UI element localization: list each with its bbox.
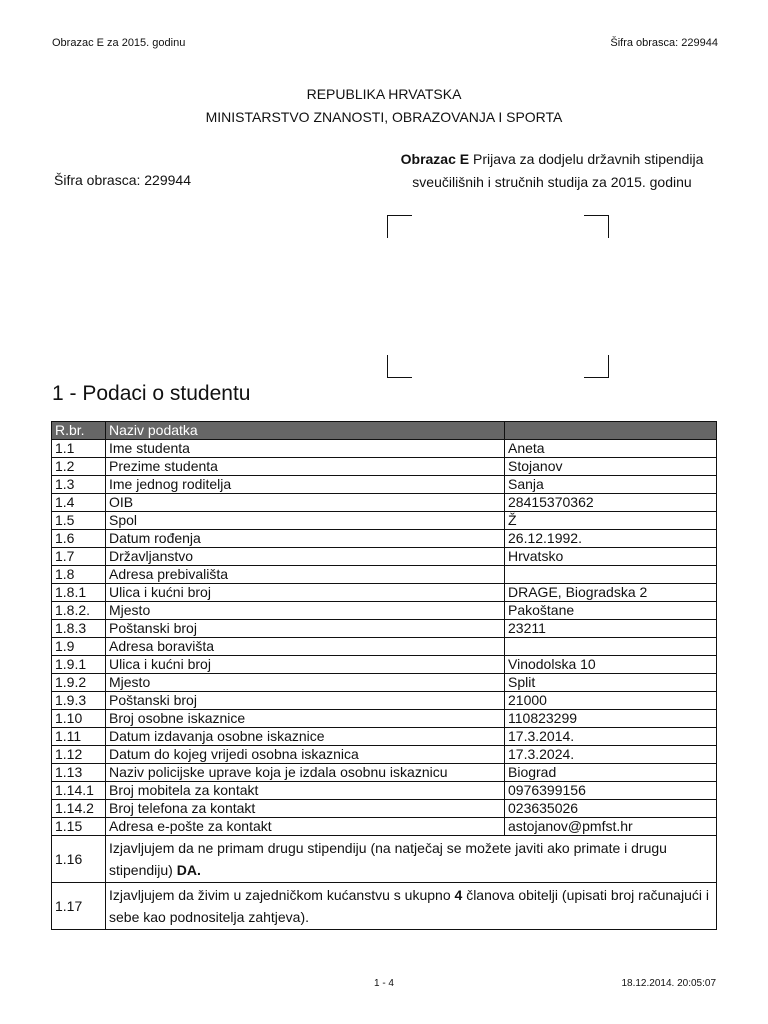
row-value: Hrvatsko <box>505 548 717 566</box>
row-value: astojanov@pmfst.hr <box>505 818 717 836</box>
row-number: 1.16 <box>52 836 106 883</box>
row-label: Adresa prebivališta <box>106 566 505 584</box>
table-row <box>52 692 717 710</box>
statement-text-before: Izjavljujem da živim u zajedničkom kućanstvu s ukupno <box>109 887 451 903</box>
row-number: 1.9.1 <box>52 656 106 674</box>
row-number: 1.11 <box>52 728 106 746</box>
header-form-year: Obrazac E za 2015. godinu <box>52 37 186 49</box>
table-row <box>52 620 717 638</box>
table-row <box>52 782 717 800</box>
republic-title: REPUBLIKA HRVATSKA <box>306 86 462 102</box>
table-row <box>52 746 717 764</box>
table-row <box>52 584 717 602</box>
table-row <box>52 764 717 782</box>
row-value: Pakoštane <box>505 602 717 620</box>
table-row-1-16 <box>52 836 717 883</box>
row-number: 1.7 <box>52 548 106 566</box>
row-label: Ulica i kućni broj <box>106 584 505 602</box>
form-title <box>397 148 707 194</box>
row-number: 1.13 <box>52 764 106 782</box>
row-number: 1.1 <box>52 440 106 458</box>
table-row <box>52 728 717 746</box>
row-label: Prezime studenta <box>106 458 505 476</box>
row-label: Adresa boravišta <box>106 638 505 656</box>
row-label: Državljanstvo <box>106 548 505 566</box>
row-number: 1.14.1 <box>52 782 106 800</box>
header-naziv: Naziv podatka <box>106 422 505 440</box>
row-number: 1.2 <box>52 458 106 476</box>
table-row <box>52 440 717 458</box>
row-label: Datum rođenja <box>106 530 505 548</box>
row-value <box>505 638 717 656</box>
row-label: Ulica i kućni broj <box>106 656 505 674</box>
row-value: Aneta <box>505 440 717 458</box>
row-number: 1.9.2 <box>52 674 106 692</box>
section-title: 1 - Podaci o studentu <box>52 382 251 405</box>
table-header-row <box>52 422 717 440</box>
statement-text: Izjavljujem da ne primam drugu stipendiju (na natječaj se možete javiti ako primate i drugu stipendiju) <box>109 840 667 878</box>
table-row <box>52 602 717 620</box>
table-row <box>52 512 717 530</box>
household-count: 4 <box>454 887 463 903</box>
row-value <box>505 566 717 584</box>
row-value: Split <box>505 674 717 692</box>
ministry-title: MINISTARSTVO ZNANOSTI, OBRAZOVANJA I SPORTA <box>205 109 563 125</box>
stamp-corner-top-right <box>584 215 609 238</box>
row-value: 023635026 <box>505 800 717 818</box>
row-value: Biograd <box>505 764 717 782</box>
row-label: Broj mobitela za kontakt <box>106 782 505 800</box>
row-value: 23211 <box>505 620 717 638</box>
row-value: Sanja <box>505 476 717 494</box>
row-value: 0976399156 <box>505 782 717 800</box>
row-number: 1.8 <box>52 566 106 584</box>
form-code-label: Šifra obrasca: 229944 <box>54 172 191 188</box>
row-statement <box>106 836 717 883</box>
form-title-text: Prijava za dodjelu državnih stipendija sveučilišnih i stručnih studija za 2015. godinu <box>412 151 704 190</box>
row-number: 1.10 <box>52 710 106 728</box>
student-data-table <box>51 421 717 930</box>
table-row-1-17 <box>52 883 717 930</box>
row-number: 1.4 <box>52 494 106 512</box>
row-number: 1.8.3 <box>52 620 106 638</box>
table-row <box>52 800 717 818</box>
statement-answer: DA. <box>176 862 201 878</box>
table-row <box>52 548 717 566</box>
row-label: Poštanski broj <box>106 620 505 638</box>
row-value: DRAGE, Biogradska 2 <box>505 584 717 602</box>
table-row <box>52 494 717 512</box>
row-number: 1.8.2. <box>52 602 106 620</box>
table-row <box>52 818 717 836</box>
statement-text-after: članova obitelji (upisati broj računajući i sebe kao podnositelja zahtjeva). <box>109 887 709 925</box>
row-value: 17.3.2014. <box>505 728 717 746</box>
row-value: Stojanov <box>505 458 717 476</box>
header-value <box>505 422 717 440</box>
row-value: Ž <box>505 512 717 530</box>
row-label: Broj osobne iskaznice <box>106 710 505 728</box>
row-number: 1.14.2 <box>52 800 106 818</box>
form-title-bold: Obrazac E <box>400 151 470 167</box>
row-label: Mjesto <box>106 674 505 692</box>
row-number: 1.9.3 <box>52 692 106 710</box>
row-value: 28415370362 <box>505 494 717 512</box>
table-row <box>52 674 717 692</box>
row-value: 21000 <box>505 692 717 710</box>
table-row <box>52 656 717 674</box>
table-row <box>52 710 717 728</box>
stamp-corner-bottom-left <box>387 355 412 378</box>
page-number: 1 - 4 <box>373 978 394 989</box>
table-row <box>52 458 717 476</box>
row-value: 17.3.2024. <box>505 746 717 764</box>
row-label: Spol <box>106 512 505 530</box>
row-label: OIB <box>106 494 505 512</box>
row-label: Datum izdavanja osobne iskaznice <box>106 728 505 746</box>
table-row <box>52 566 717 584</box>
row-label: Ime studenta <box>106 440 505 458</box>
row-number: 1.12 <box>52 746 106 764</box>
header-rbr: R.br. <box>52 422 106 440</box>
row-number: 1.15 <box>52 818 106 836</box>
row-value: 110823299 <box>505 710 717 728</box>
stamp-corner-top-left <box>387 215 412 238</box>
table-row <box>52 476 717 494</box>
stamp-corner-bottom-right <box>584 355 609 378</box>
row-number: 1.6 <box>52 530 106 548</box>
row-label: Broj telefona za kontakt <box>106 800 505 818</box>
row-label: Adresa e-pošte za kontakt <box>106 818 505 836</box>
row-label: Mjesto <box>106 602 505 620</box>
row-label: Ime jednog roditelja <box>106 476 505 494</box>
row-number: 1.3 <box>52 476 106 494</box>
row-number: 1.17 <box>52 883 106 930</box>
header-form-code: Šifra obrasca: 229944 <box>610 37 718 49</box>
table-row <box>52 530 717 548</box>
row-number: 1.5 <box>52 512 106 530</box>
table-row <box>52 638 717 656</box>
row-label: Poštanski broj <box>106 692 505 710</box>
row-number: 1.9 <box>52 638 106 656</box>
footer-timestamp: 18.12.2014. 20:05:07 <box>621 978 716 989</box>
row-value: 26.12.1992. <box>505 530 717 548</box>
row-number: 1.8.1 <box>52 584 106 602</box>
row-label: Naziv policijske uprave koja je izdala osobnu iskaznicu <box>106 764 505 782</box>
row-label: Datum do kojeg vrijedi osobna iskaznica <box>106 746 505 764</box>
row-statement <box>106 883 717 930</box>
row-value: Vinodolska 10 <box>505 656 717 674</box>
